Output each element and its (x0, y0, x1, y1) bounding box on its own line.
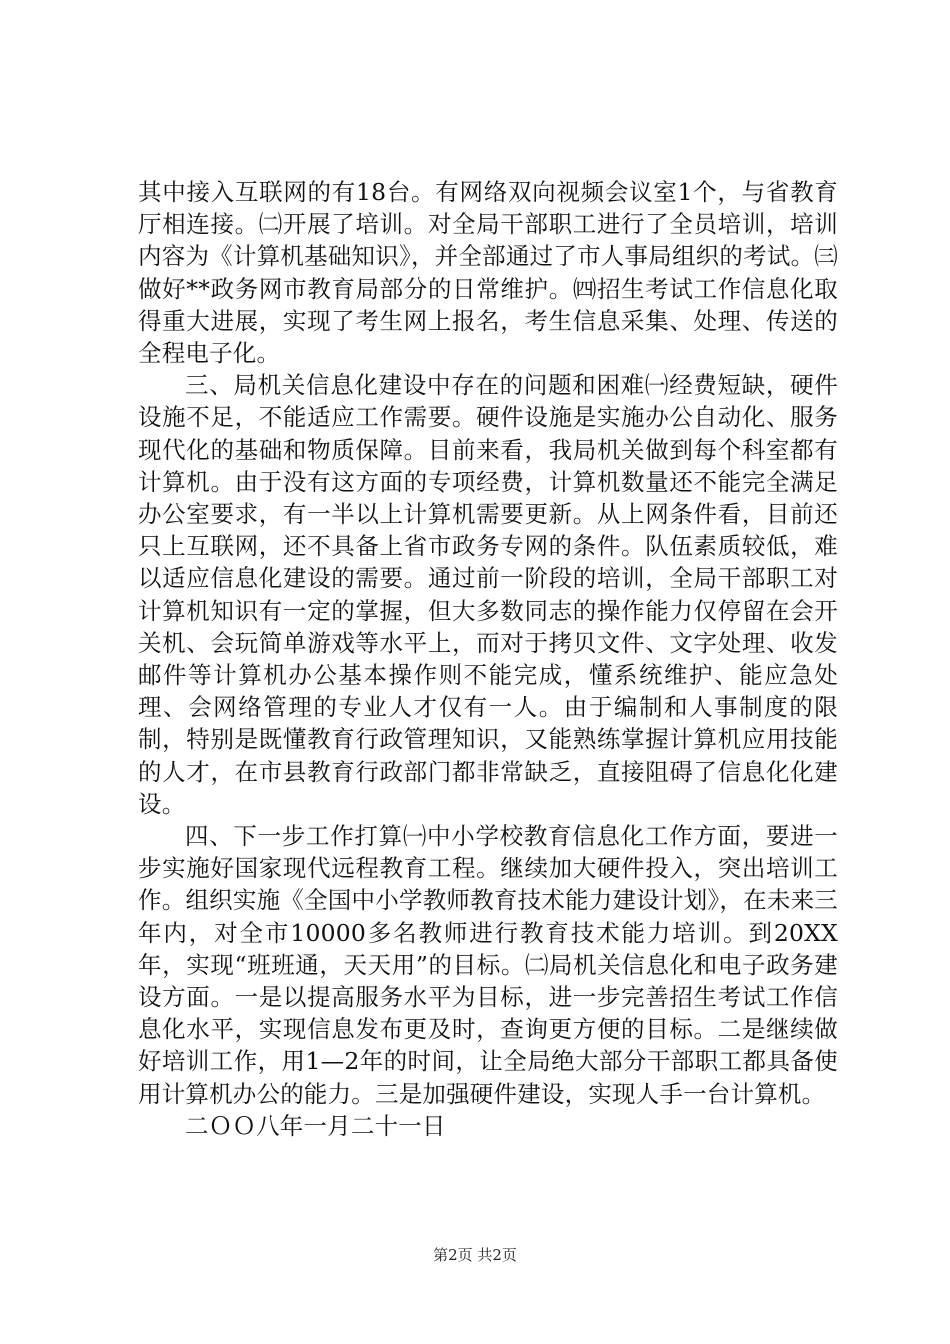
paragraph-1: 其中接入互联网的有18台。有网络双向视频会议室1个，与省教育厅相连接。㈡开展了培训。对全局干部职工进行了全员培训，培训内容为《计算机基础知识》，并全部通过了市人事局组织的考试。㈢做好**政务网市教育局部分的日常维护。㈣招生考试工作信息化取得重大进展，实现了考生网上报名，考生信息采集、处理、传送的全程电子化。 (138, 178, 838, 368)
date-line: 二ＯＯ八年一月二十一日 (185, 1111, 446, 1140)
paragraph-3: 四、下一步工作打算㈠中小学校教育信息化工作方面，要进一步实施好国家现代远程教育工程。继续加大硬件投入，突出培训工作。组织实施《全国中小学教师教育技术能力建设计划》，在未来三年内，对全市10000多名教师进行教育技术能力培训。到20XX年，实现“班班通，天天用”的目标。㈡局机关信息化和电子政务建设方面。一是以提高服务水平为目标，进一步完善招生考试工作信息化水平，实现信息发布更及时，查询更方便的目标。二是继续做好培训工作，用1—2年的时间，让全局绝大部分干部职工都具备使用计算机办公的能力。三是加强硬件建设，实现人手一台计算机。 (138, 822, 838, 1108)
paragraph-2: 三、局机关信息化建设中存在的问题和困难㈠经费短缺，硬件设施不足，不能适应工作需要。硬件设施是实施办公自动化、服务现代化的基础和物质保障。目前来看，我局机关做到每个科室都有计算机。由于没有这方面的专项经费，计算机数量还不能完全满足办公室要求，有一半以上计算机需要更新。从上网条件看，目前还只上互联网，还不具备上省市政务专网的条件。队伍素质较低，难以适应信息化建设的需要。通过前一阶段的培训，全局干部职工对计算机知识有一定的掌握，但大多数同志的操作能力仅停留在会开关机、会玩简单游戏等水平上，而对于拷贝文件、文字处理、收发邮件等计算机办公基本操作则不能完成，懂系统维护、能应急处理、会网络管理的专业人才仅有一人。由于编制和人事制度的限制，特别是既懂教育行政管理知识，又能熟练掌握计算机应用技能的人才，在市县教育行政部门都非常缺乏，直接阻碍了信息化化建设。 (138, 371, 838, 818)
document-body (138, 176, 838, 1142)
page-number-footer: 第2页 共2页 (433, 1246, 517, 1264)
